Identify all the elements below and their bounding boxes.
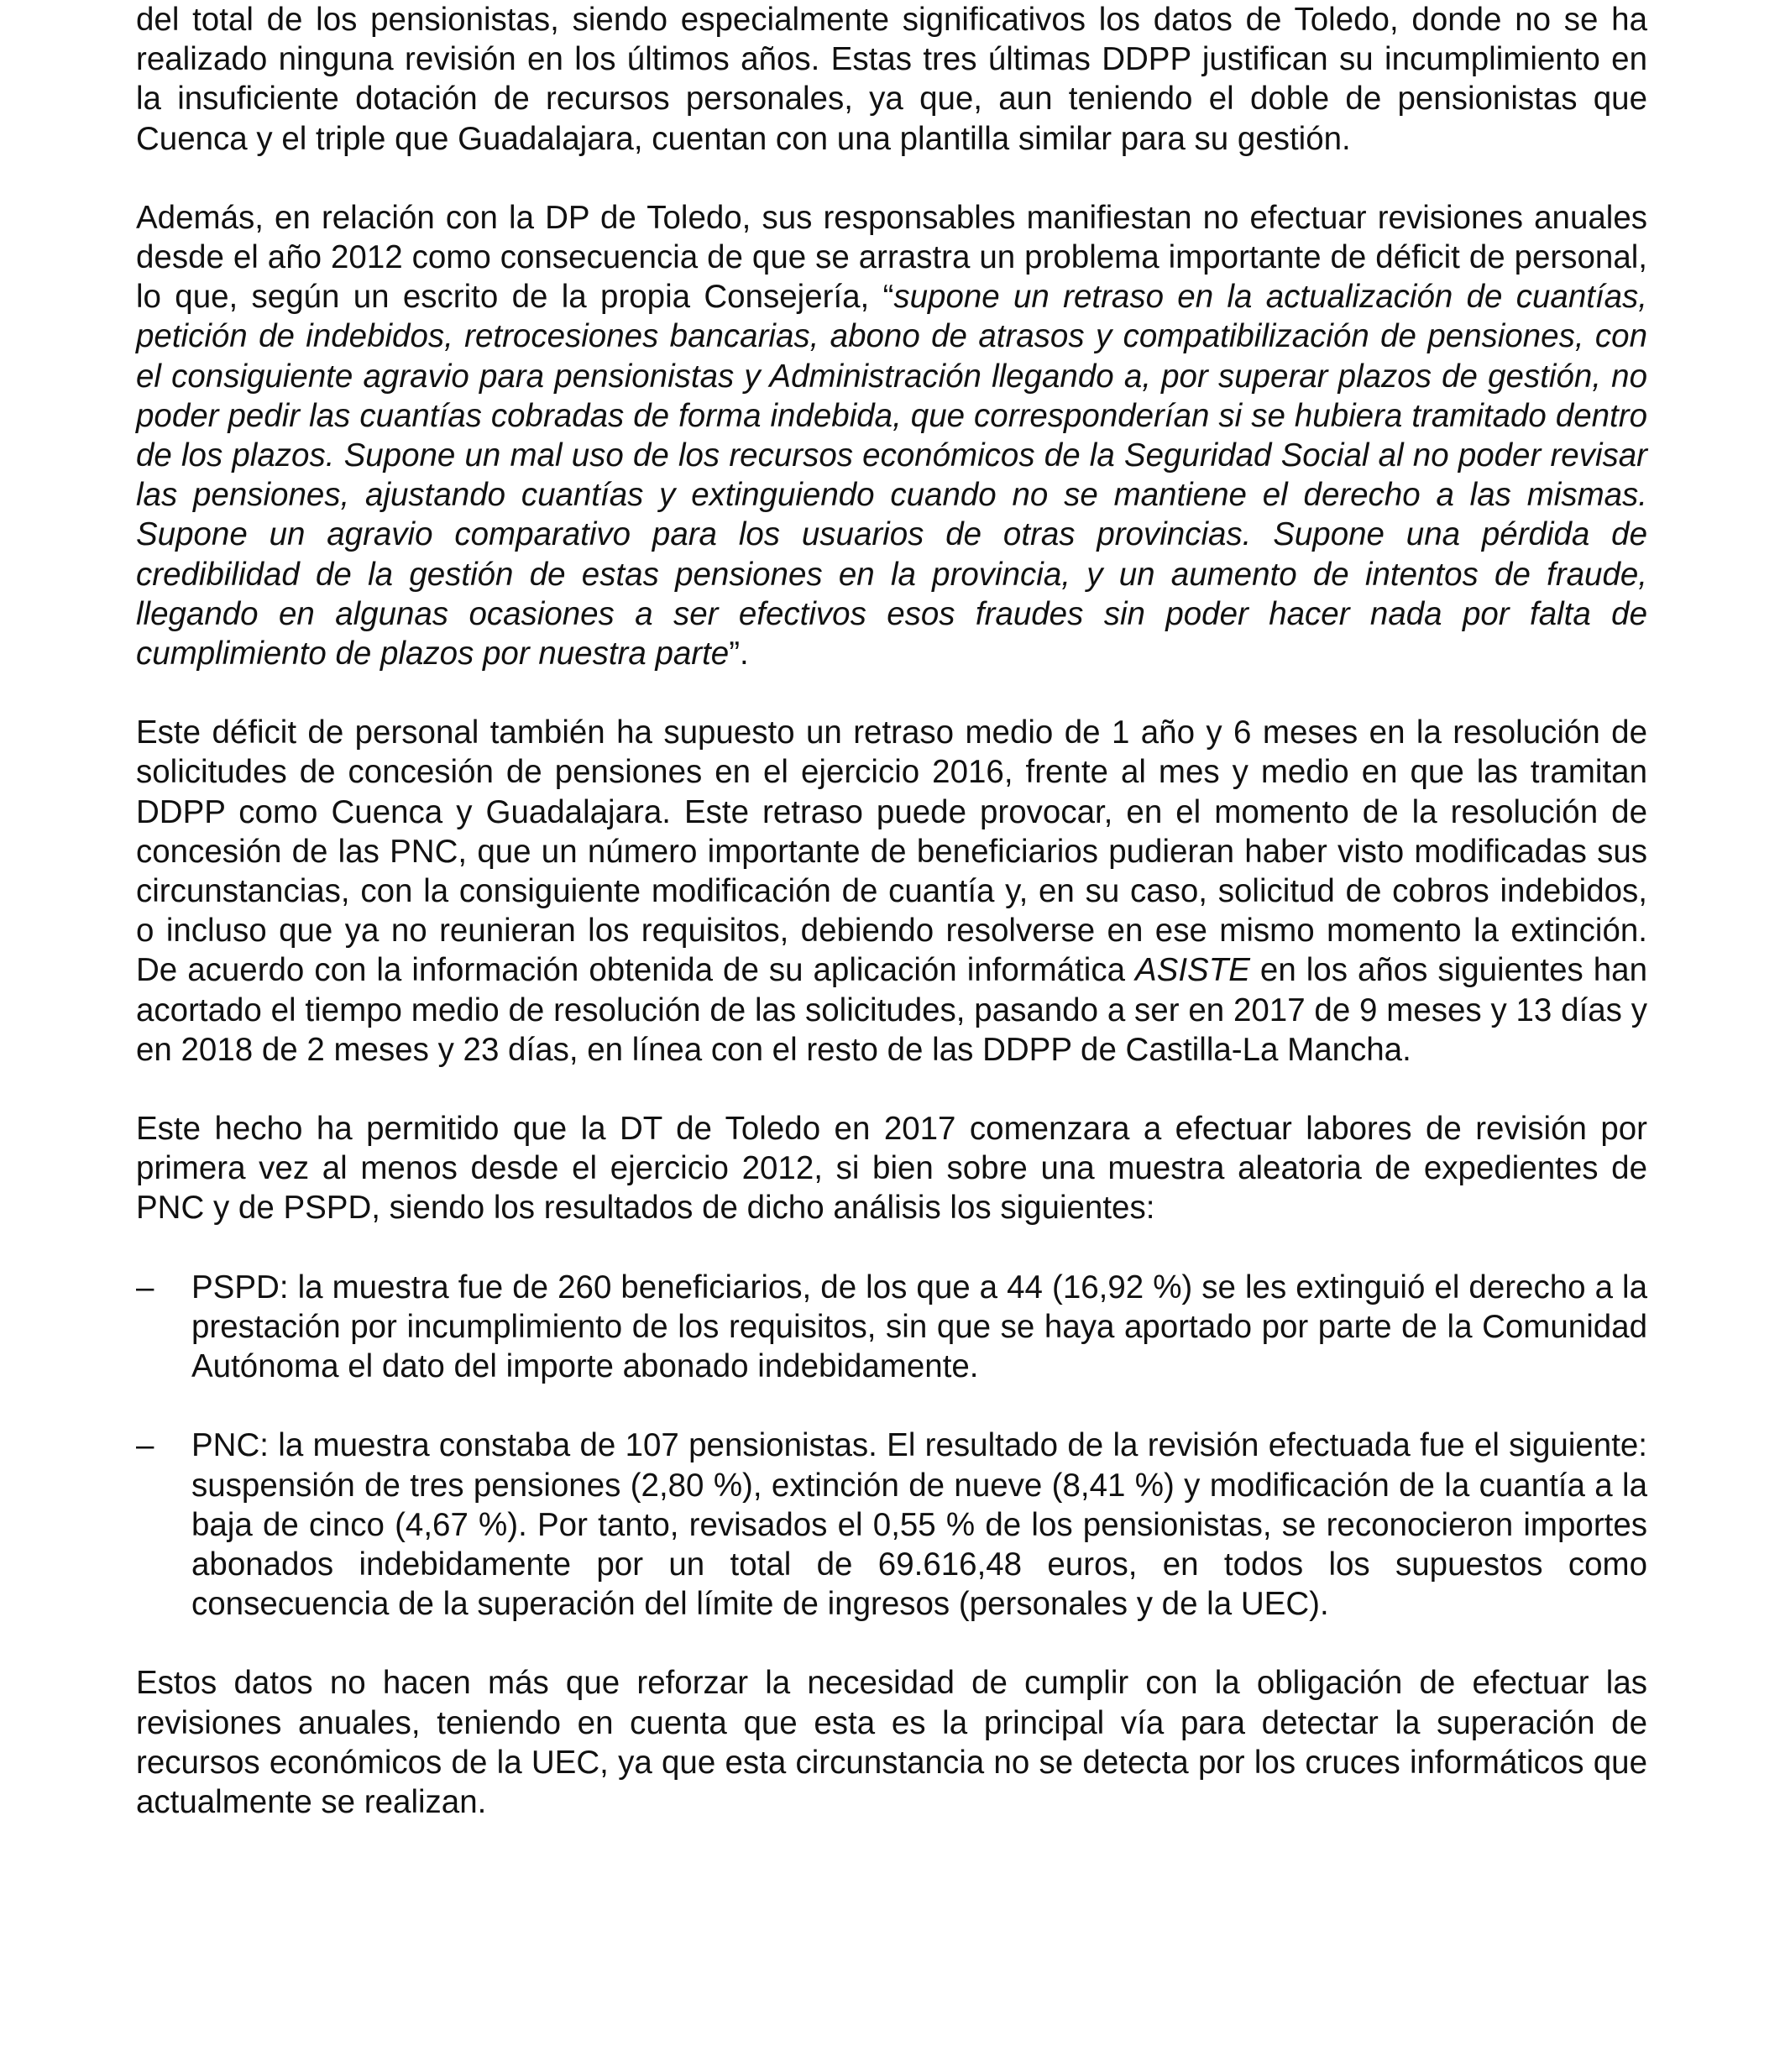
paragraph-1 [136,0,1647,159]
asiste-app-name: ASISTE [1135,952,1250,989]
list-item-text: PNC: la muestra constaba de 107 pensionistas. El resultado de la revisión efectuada fue el siguiente: suspensión de tres pensiones (2,80 %), extinción de nueve (8,41 %) y modificación de la cuantía a la baja de cinco (4,67 %). Por tanto, revisados el 0,55 % de los pensionistas, se reconocieron importes abonados indebidamente por un total de 69.616,48 euros, en todos los supuestos como consecuencia de la superación del límite de ingresos (personales y de la UEC). [191,1427,1647,1623]
paragraph-2-intro: Además, en relación con la DP de Toledo, sus responsables manifiestan no efectuar revisiones anuales desde el año 2012 como consecuencia de que se arrastra un problema importante de déficit de personal, lo que, según un escrito de la propia Consejería, “ [136,199,1647,316]
paragraph-4 [136,1109,1647,1228]
list-item-text: PSPD: la muestra fue de 260 beneficiarios, de los que a 44 (16,92 %) se les extinguió el derecho a la prestación por incumplimiento de los requisitos, sin que se haya aportado por parte de la Comunidad Autónoma el dato del importe abonado indebidamente. [191,1269,1647,1385]
paragraph-3-text-a: Este déficit de personal también ha supuesto un retraso medio de 1 año y 6 meses en la resolución de solicitudes de concesión de pensiones en el ejercicio 2016, frente al mes y medio en que las tramitan DDPP como Cuenca y Guadalajara. Este retraso puede provocar, en el momento de la resolución de concesión de las PNC, que un número importante de beneficiarios pudieran haber visto modificadas sus circunstancias, con la consiguiente modificación de cuantía y, en su caso, solicitud de cobros indebidos, o incluso que ya no reunieran los requisitos, debiendo resolverse en ese mismo momento la extinción. De acuerdo con la información obtenida de su aplicación informática [136,714,1647,989]
dash-bullet-icon: – [136,1427,154,1464]
list-item-pspd [136,1268,1647,1387]
paragraph-2-quote: supone un retraso en la actualización de cuantías, petición de indebidos, retrocesiones bancarias, abono de atrasos y compatibilización de pensiones, con el consiguiente agravio para pensionistas y Administración llegando a, por superar plazos de gestión, no poder pedir las cuantías cobradas de forma indebida, que corresponderían si se hubiera tramitado dentro de los plazos. Supone un mal uso de los recursos económicos de la Seguridad Social al no poder revisar las pensiones, ajustando cuantías y extinguiendo cuando no se mantiene el derecho a las mismas. Supone un agravio comparativo para los usuarios de otras provincias. Supone una pérdida de credibilidad de la gestión de estas pensiones en la provincia, y un aumento de intentos de fraude, llegando en algunas ocasiones a ser efectivos esos fraudes sin poder hacer nada por falta de cumplimiento de plazos por nuestra parte [136,279,1647,672]
paragraph-5-text: Estos datos no hacen más que reforzar la necesidad de cumplir con la obligación de efectuar las revisiones anuales, teniendo en cuenta que esta es la principal vía para detectar la superación de recursos económicos de la UEC, ya que esta circunstancia no se detecta por los cruces informáticos que actualmente se realizan. [136,1665,1647,1820]
dash-bullet-icon: – [136,1269,154,1305]
paragraph-1-text: del total de los pensionistas, siendo especialmente significativos los datos de Toledo, donde no se ha realizado ninguna revisión en los últimos años. Estas tres últimas DDPP justifican su incumplimiento en la insuficiente dotación de recursos personales, ya que, aun teniendo el doble de pensionistas que Cuenca y el triple que Guadalajara, cuentan con una plantilla similar para su gestión. [136,2,1647,157]
paragraph-2 [136,198,1647,673]
list-item-pnc [136,1426,1647,1624]
paragraph-2-end: ”. [729,636,749,672]
paragraph-3 [136,713,1647,1070]
paragraph-3-text-b: en los años siguientes han acortado el tiempo medio de resolución de las solicitudes, pasando a ser en 2017 de 9 meses y 13 días y en 2018 de 2 meses y 23 días, en línea con el resto de las DDPP de Castilla-La Mancha. [136,952,1648,1068]
paragraph-5 [136,1663,1647,1822]
paragraph-4-text: Este hecho ha permitido que la DT de Toledo en 2017 comenzara a efectuar labores de revisión por primera vez al menos desde el ejercicio 2012, si bien sobre una muestra aleatoria de expedientes de PNC y de PSPD, siendo los resultados de dicho análisis los siguientes: [136,1111,1647,1227]
document-page [136,0,1647,1861]
